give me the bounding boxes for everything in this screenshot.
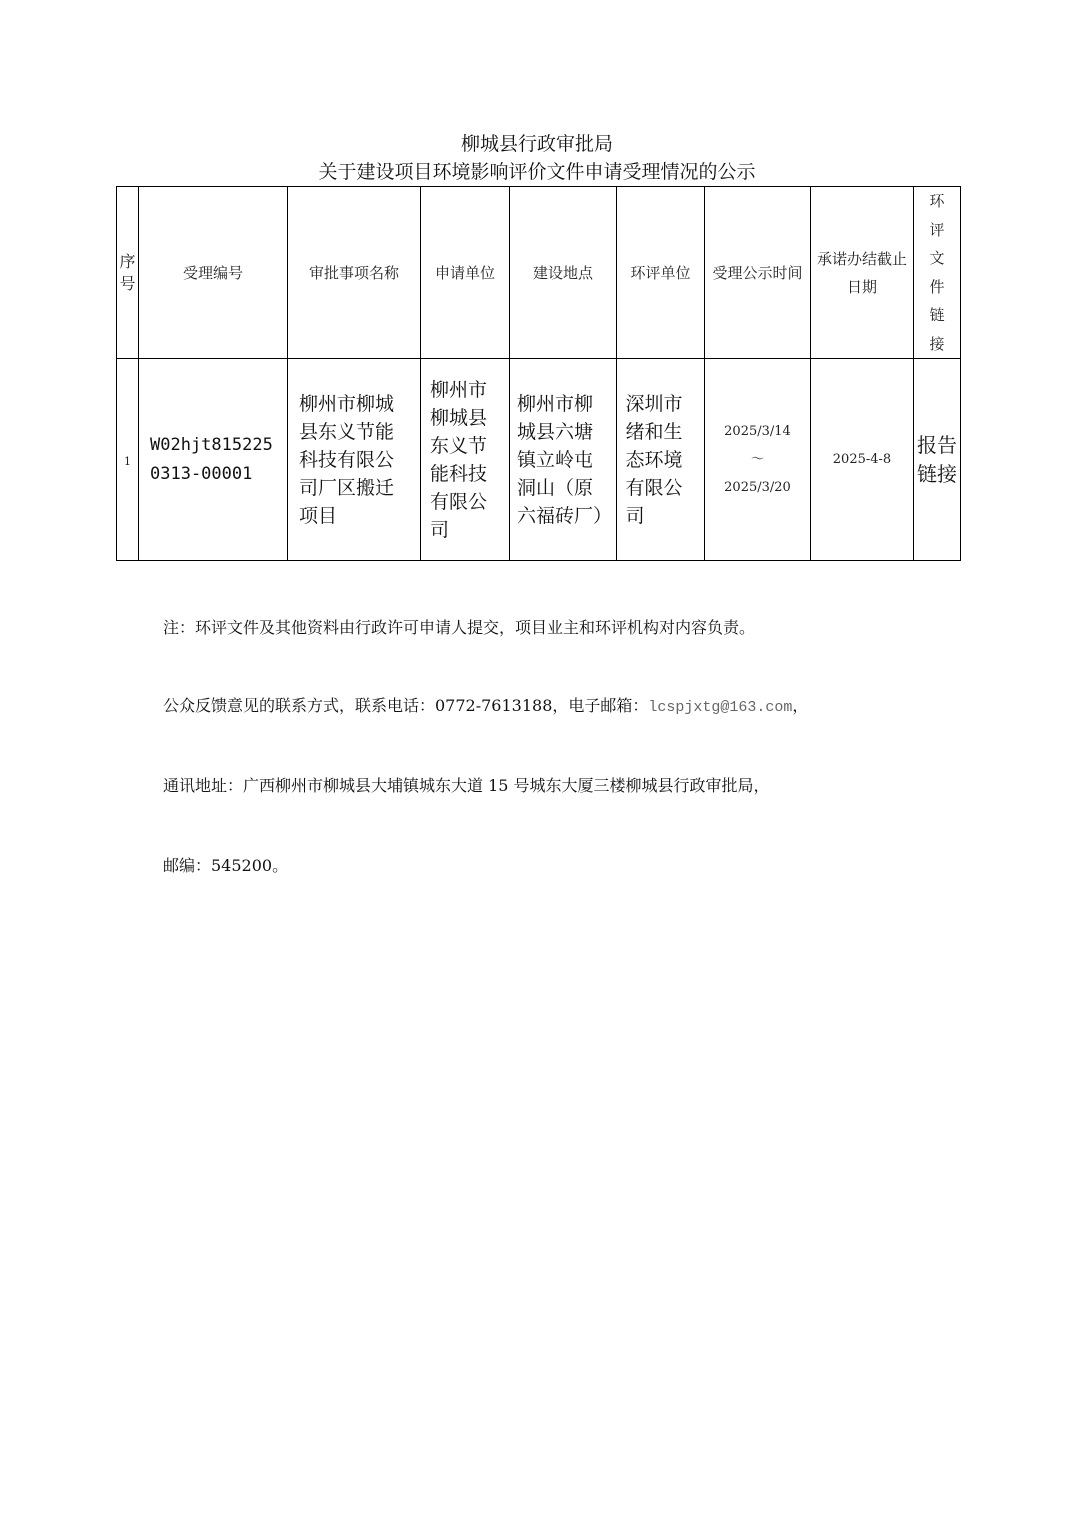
row-notice-sep: ～ [750,451,764,467]
header-applicant-label: 申请单位 [434,263,495,282]
row-notice-start: 2025/3/14 [724,423,791,439]
header-applicant [421,187,510,359]
report-link[interactable]: 报告链接 [917,433,957,486]
document-subtitle: 关于建设项目环境影响评价文件申请受理情况的公示 [318,161,756,183]
cell-code [139,359,288,561]
row-eia-unit: 深圳市绪和生态环境有限公司 [625,392,683,527]
header-seq [117,187,139,359]
row-seq: 1 [124,455,131,468]
row-notice-end: 2025/3/20 [724,479,791,495]
header-link-label: 环评文件链接 [929,192,945,353]
row-applicant: 柳州市柳城县东义节能科技有限公司 [430,378,488,541]
contact-prefix: 公众反馈意见的联系方式，联系电话：0772-7613188，电子邮箱： [163,696,649,715]
postcode-line: 邮编：545200。 [163,856,289,875]
contact-suffix: ， [792,696,809,715]
header-seq-label: 序号 [119,251,136,293]
cell-deadline [811,359,914,561]
header-location-label: 建设地点 [532,263,593,282]
cell-eia-unit [617,359,705,561]
header-deadline [811,187,914,359]
header-eia-unit [617,187,705,359]
header-project-label: 审批事项名称 [308,263,399,282]
header-link [914,187,961,359]
contact-line [163,695,808,719]
acceptance-table [116,186,961,561]
contact-email[interactable]: lcspjxtg@163.com [648,699,793,716]
table-header-row [117,187,961,359]
row-code: W02hjt8152250313-00001 [150,434,273,484]
header-location [510,187,617,359]
address-line: 通讯地址：广西柳州市柳城县大埔镇城东大道 15 号城东大厦三楼柳城县行政审批局， [163,776,770,795]
header-project [288,187,421,359]
header-code [139,187,288,359]
header-deadline-label: 承诺办结截止日期 [817,249,908,296]
cell-link [914,359,961,561]
cell-location [510,359,617,561]
cell-notice-time [705,359,811,561]
header-notice-time-label: 受理公示时间 [712,263,803,282]
cell-seq [117,359,139,561]
row-project: 柳州市柳城县东义节能科技有限公司厂区搬迁项目 [299,392,395,527]
row-location: 柳州市柳城县六塘镇立岭屯洞山（原六福砖厂） [517,392,613,527]
row-deadline: 2025-4-8 [832,451,892,467]
header-eia-unit-label: 环评单位 [630,263,691,282]
document-title: 柳城县行政审批局 [460,133,613,155]
disclaimer-note: 注：环评文件及其他资料由行政许可申请人提交，项目业主和环评机构对内容负责。 [163,618,756,637]
table-row [117,359,961,561]
header-code-label: 受理编号 [182,263,243,282]
header-notice-time [705,187,811,359]
cell-project [288,359,421,561]
cell-applicant [421,359,510,561]
